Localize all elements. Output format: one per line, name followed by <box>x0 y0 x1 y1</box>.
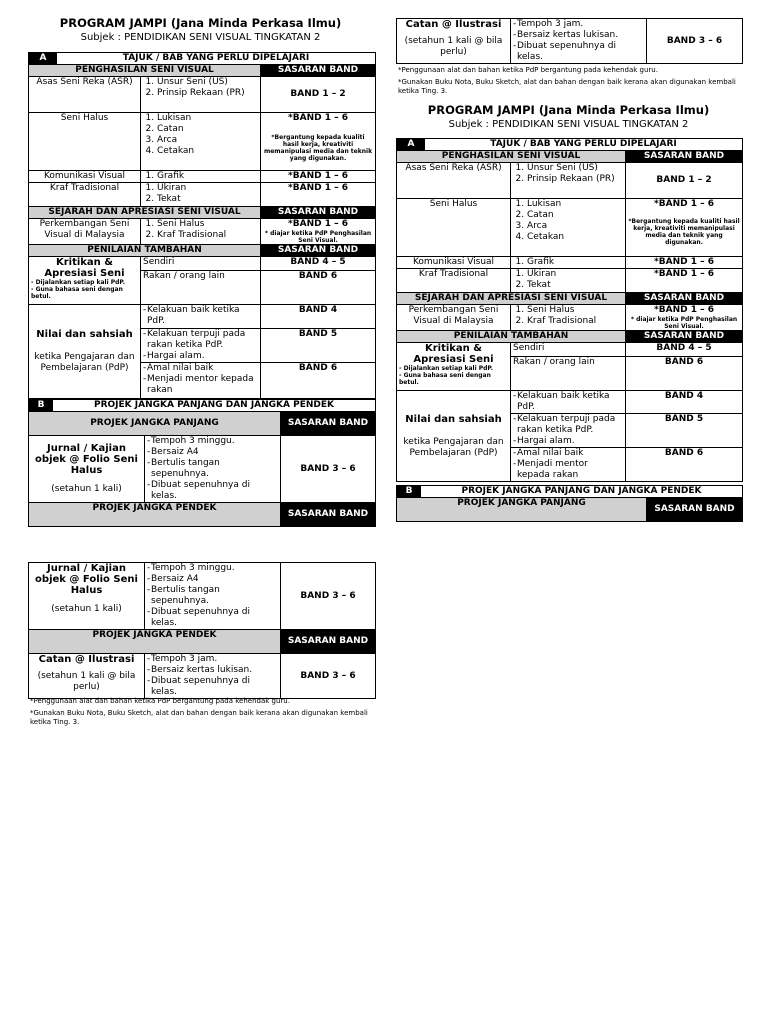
sasaran-band-header: SASARAN BAND <box>626 293 743 305</box>
list-item: 2. Prinsip Rekaan (PR) <box>157 88 258 99</box>
item-list <box>513 414 623 447</box>
list-item: - Bersaiz kertas lukisan. <box>513 30 644 41</box>
item-list <box>143 171 258 182</box>
table-catan-right <box>396 18 743 64</box>
item-list <box>143 219 258 241</box>
row-label: Kraf Tradisional <box>397 269 511 293</box>
row-label: Perkembangan Seni Visual di Malaysia <box>397 305 511 331</box>
list-item: - Tempoh 3 minggu. <box>147 563 278 574</box>
list-item: - Dibuat sepenuhnya di kelas. <box>147 676 278 698</box>
section-b-title: PROJEK JANGKA PANJANG DAN JANGKA PENDEK <box>461 486 702 496</box>
sasaran-band-header: SASARAN BAND <box>261 245 376 257</box>
band-note: * diajar ketika PdP Penghasilan Seni Visual. <box>264 230 372 244</box>
row-label: Komunikasi Visual <box>397 257 511 269</box>
jurnal-freq: (setahun 1 kali) <box>51 484 122 494</box>
kritikan-label: Kritikan & Apresiasi Seni <box>44 257 125 279</box>
panjang-header: PROJEK JANGKA PANJANG <box>397 498 647 522</box>
band-value: *BAND 1 – 6 <box>654 305 714 315</box>
band-note: * diajar ketika PdP Penghasilan Seni Visual. <box>630 316 738 330</box>
list-item: - Hargai alam. <box>143 351 258 362</box>
list-item: - Dibuat sepenuhnya di kelas. <box>147 607 278 629</box>
row-label: Seni Halus <box>397 199 511 257</box>
sasaran-band-header: SASARAN BAND <box>626 331 743 343</box>
band-value: BAND 4 – 5 <box>626 343 743 357</box>
list-item: - Menjadi mentor kepada rakan <box>513 459 623 481</box>
catan-freq: (setahun 1 kali @ bila perlu) <box>37 671 136 692</box>
list-item: 4. Cetakan <box>157 146 258 157</box>
band-value: BAND 1 – 2 <box>261 77 376 113</box>
kritikan-note: - Guna bahasa seni dengan betul. <box>399 372 491 386</box>
catan-label: Catan @ Ilustrasi <box>405 19 502 30</box>
band-value: BAND 6 <box>626 357 743 391</box>
sejarah-header: SEJARAH DAN APRESIASI SENI VISUAL <box>397 293 626 305</box>
band-value: *BAND 1 – 6 <box>654 199 714 209</box>
list-item: - Menjadi mentor kepada rakan <box>143 374 258 396</box>
footnote-1: *Penggunaan alat dan bahan ketika PdP bergantung pada kehendak guru. <box>30 697 290 705</box>
list-item: - Bertulis tangan sepenuhnya. <box>147 585 278 607</box>
sasaran-band-header: SASARAN BAND <box>647 498 743 522</box>
item-list <box>513 448 623 481</box>
catan-freq: (setahun 1 kali @ bila perlu) <box>404 36 503 57</box>
nilai-label: Nilai dan sahsiah <box>405 413 502 425</box>
list-item: 1. Unsur Seni (US) <box>527 163 623 174</box>
item-list <box>143 363 258 396</box>
kritikan-sendiri: Sendiri <box>511 343 626 357</box>
item-list <box>143 183 258 205</box>
list-item: 1. Ukiran <box>157 183 258 194</box>
penilaian-header: PENILAIAN TAMBAHAN <box>29 245 261 257</box>
item-list <box>513 19 644 63</box>
list-item: - Kelakuan baik ketika PdP. <box>513 391 623 413</box>
item-list <box>147 654 278 698</box>
list-item: - Bersaiz A4 <box>147 447 278 458</box>
band-value: BAND 6 <box>626 448 743 482</box>
band-value: BAND 4 – 5 <box>261 257 376 271</box>
kritikan-note: - Guna bahasa seni dengan betul. <box>31 286 123 300</box>
kritikan-note: - Dijalankan setiap kali PdP. <box>399 365 494 372</box>
catan-label: Catan @ Ilustrasi <box>38 654 135 665</box>
section-b-tag: B <box>397 486 421 497</box>
penghasilan-header: PENGHASILAN SENI VISUAL <box>29 65 261 77</box>
band-value: BAND 3 – 6 <box>281 654 376 699</box>
band-value: BAND 6 <box>261 271 376 305</box>
table-section-b-continued <box>28 562 376 699</box>
table-section-a-right <box>396 138 743 482</box>
program-subject: Subjek : PENDIDIKAN SENI VISUAL TINGKATAN 2 <box>448 119 689 130</box>
kritikan-rakan: Rakan / orang lain <box>511 357 626 391</box>
list-item: - Bertulis tangan sepenuhnya. <box>147 458 278 480</box>
list-item: - Tempoh 3 minggu. <box>147 436 278 447</box>
row-label: Komunikasi Visual <box>29 171 141 183</box>
sasaran-band-header: SASARAN BAND <box>281 630 376 654</box>
row-label: Seni Halus <box>29 113 141 171</box>
penghasilan-header: PENGHASILAN SENI VISUAL <box>397 151 626 163</box>
program-subject: Subjek : PENDIDIKAN SENI VISUAL TINGKATAN 2 <box>80 32 321 43</box>
list-item: 2. Prinsip Rekaan (PR) <box>527 174 623 185</box>
table-section-b-left <box>28 399 376 527</box>
nilai-sub: ketika Pengajaran dan Pembelajaran (PdP) <box>403 436 504 458</box>
list-item: 1. Ukiran <box>527 269 623 280</box>
item-list <box>513 269 623 291</box>
panjang-header: PROJEK JANGKA PANJANG <box>29 412 281 436</box>
list-item: 2. Kraf Tradisional <box>157 230 258 241</box>
band-value: BAND 6 <box>261 363 376 399</box>
band-value: BAND 5 <box>261 329 376 363</box>
jurnal-freq: (setahun 1 kali) <box>51 604 122 614</box>
list-item: 1. Seni Halus <box>527 305 623 316</box>
list-item: 2. Tekat <box>157 194 258 205</box>
band-note: *Bergantung kepada kualiti hasil kerja, kreativiti memanipulasi media dan teknik yang digunakan. <box>628 218 740 246</box>
pendek-header: PROJEK JANGKA PENDEK <box>29 630 281 654</box>
sasaran-band-header: SASARAN BAND <box>281 412 376 436</box>
sasaran-band-header: SASARAN BAND <box>626 151 743 163</box>
section-a-title: TAJUK / BAB YANG PERLU DIPELAJARI <box>490 139 677 149</box>
section-a-tag: A <box>397 139 425 150</box>
jurnal-label: Jurnal / Kajian objek @ Folio Seni Halus <box>35 563 138 596</box>
footnote-2: *Gunakan Buku Nota, Buku Sketch, alat dan bahan dengan baik kerana akan digunakan kembali ketika Ting. 3. <box>398 78 736 95</box>
item-list <box>147 436 278 502</box>
band-value: *BAND 1 – 6 <box>261 183 376 207</box>
list-item: 4. Cetakan <box>527 232 623 243</box>
kritikan-label: Kritikan & Apresiasi Seni <box>413 343 494 365</box>
band-value: BAND 5 <box>626 414 743 448</box>
section-a-title: TAJUK / BAB YANG PERLU DIPELAJARI <box>122 53 310 63</box>
band-value: *BAND 1 – 6 <box>288 219 348 229</box>
list-item: - Tempoh 3 jam. <box>513 19 644 30</box>
table-section-a-left <box>28 52 376 399</box>
sasaran-band-header: SASARAN BAND <box>281 503 376 527</box>
list-item: - Amal nilai baik <box>513 448 623 459</box>
band-value: *BAND 1 – 6 <box>626 269 743 293</box>
list-item: - Bersaiz A4 <box>147 574 278 585</box>
kritikan-rakan: Rakan / orang lain <box>141 271 261 305</box>
program-title: PROGRAM JAMPI (Jana Minda Perkasa Ilmu) <box>59 16 342 30</box>
section-b-title: PROJEK JANGKA PANJANG DAN JANGKA PENDEK <box>94 400 334 410</box>
kritikan-sendiri: Sendiri <box>141 257 261 271</box>
sejarah-header: SEJARAH DAN APRESIASI SENI VISUAL <box>29 207 261 219</box>
footnote-1: *Penggunaan alat dan bahan ketika PdP bergantung pada kehendak guru. <box>398 66 658 74</box>
list-item: - Hargai alam. <box>513 436 623 447</box>
pendek-header: PROJEK JANGKA PENDEK <box>29 503 281 527</box>
row-label: Perkembangan Seni Visual di Malaysia <box>29 219 141 245</box>
list-item: - Dibuat sepenuhnya di kelas. <box>147 480 278 502</box>
list-item: 2. Catan <box>157 124 258 135</box>
band-value: BAND 4 <box>261 305 376 329</box>
band-value: *BAND 1 – 6 <box>261 171 376 183</box>
band-value: BAND 3 – 6 <box>647 19 743 64</box>
band-value: BAND 1 – 2 <box>626 163 743 199</box>
row-label: Kraf Tradisional <box>29 183 141 207</box>
item-list <box>143 77 258 99</box>
list-item: 1. Grafik <box>157 171 258 182</box>
section-b-tag: B <box>29 400 53 411</box>
table-section-b-right <box>396 485 743 522</box>
band-value: BAND 3 – 6 <box>281 563 376 630</box>
list-item: 1. Lukisan <box>157 113 258 124</box>
list-item: 2. Tekat <box>527 280 623 291</box>
item-list <box>513 163 623 185</box>
item-list <box>513 199 623 243</box>
item-list <box>143 329 258 362</box>
sasaran-band-header: SASARAN BAND <box>261 65 376 77</box>
section-a-tag: A <box>29 53 57 64</box>
list-item: 3. Arca <box>527 221 623 232</box>
band-value: *BAND 1 – 6 <box>288 113 348 123</box>
item-list <box>513 257 623 268</box>
jurnal-label: Jurnal / Kajian objek @ Folio Seni Halus <box>35 443 138 476</box>
row-label: Asas Seni Reka (ASR) <box>397 163 511 199</box>
band-value: BAND 4 <box>626 391 743 414</box>
nilai-sub: ketika Pengajaran dan Pembelajaran (PdP) <box>34 352 135 373</box>
list-item: 3. Arca <box>157 135 258 146</box>
item-list <box>513 305 623 327</box>
list-item: - Kelakuan terpuji pada rakan ketika PdP. <box>143 329 258 351</box>
list-item: - Dibuat sepenuhnya di kelas. <box>513 41 644 63</box>
band-note: *Bergantung kepada kualiti hasil kerja, kreativiti memanipulasi media dan teknik yang digunakan. <box>263 134 373 162</box>
list-item: - Amal nilai baik <box>143 363 258 374</box>
list-item: 1. Grafik <box>527 257 623 268</box>
list-item: 1. Seni Halus <box>157 219 258 230</box>
list-item: - Bersaiz kertas lukisan. <box>147 665 278 676</box>
list-item: 1. Lukisan <box>527 199 623 210</box>
list-item: 2. Kraf Tradisional <box>527 316 623 327</box>
band-value: *BAND 1 – 6 <box>626 257 743 269</box>
list-item: - Tempoh 3 jam. <box>147 654 278 665</box>
item-list <box>513 391 623 413</box>
penilaian-header: PENILAIAN TAMBAHAN <box>397 331 626 343</box>
item-list <box>147 563 278 629</box>
item-list <box>143 113 258 157</box>
nilai-label: Nilai dan sahsiah <box>36 329 133 340</box>
band-value: BAND 3 – 6 <box>281 436 376 503</box>
row-label: Asas Seni Reka (ASR) <box>29 77 141 113</box>
list-item: 1. Unsur Seni (US) <box>157 77 258 88</box>
sasaran-band-header: SASARAN BAND <box>261 207 376 219</box>
list-item: 2. Catan <box>527 210 623 221</box>
item-list <box>143 305 258 327</box>
list-item: - Kelakuan baik ketika PdP. <box>143 305 258 327</box>
list-item: - Kelakuan terpuji pada rakan ketika PdP. <box>513 414 623 436</box>
program-title: PROGRAM JAMPI (Jana Minda Perkasa Ilmu) <box>427 103 710 117</box>
kritikan-note: - Dijalankan setiap kali PdP. <box>31 279 126 286</box>
footnote-2: *Gunakan Buku Nota, Buku Sketch, alat dan bahan dengan baik kerana akan digunakan kembali ketika Ting. 3. <box>30 709 368 726</box>
